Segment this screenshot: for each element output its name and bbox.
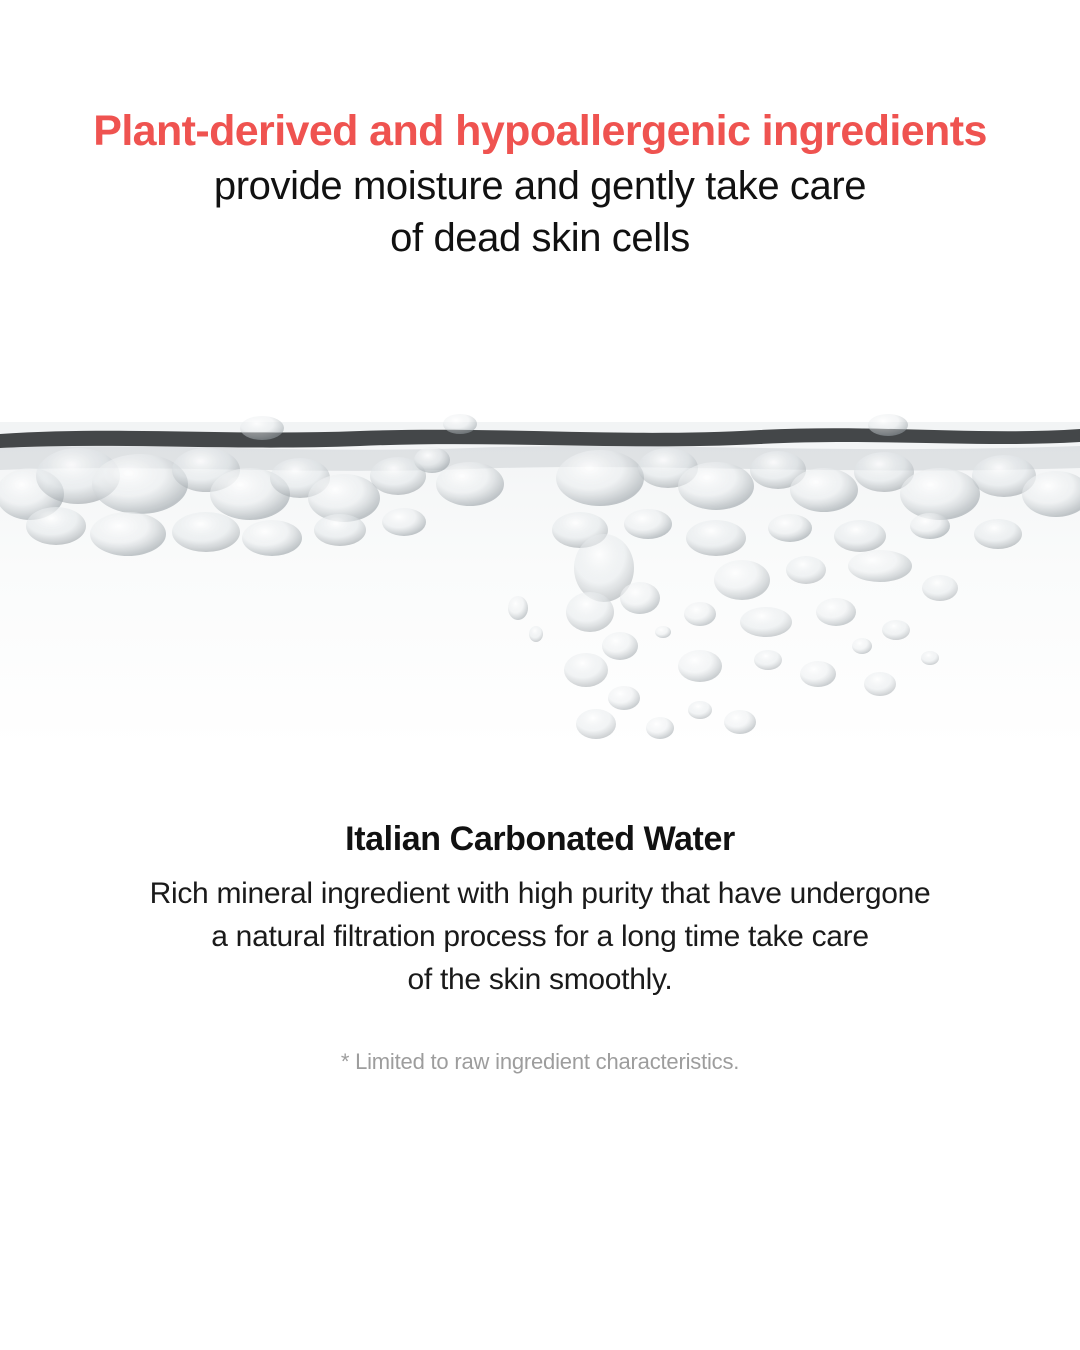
ingredient-description-line-1: Rich mineral ingredient with high purity that have undergone (149, 877, 931, 910)
headline-line-3: of dead skin cells (390, 216, 690, 261)
headline-line-1: Plant-derived and hypoallergenic ingredients (93, 107, 987, 155)
ingredient-block (0, 820, 1080, 1075)
headline-block (0, 104, 1080, 264)
ingredient-description-line-2: a natural filtration process for a long time take care (211, 919, 869, 953)
water-bubbles-illustration (0, 398, 1080, 750)
ingredient-description (0, 873, 1080, 1002)
carbonated-water-image (0, 398, 1080, 750)
ingredient-title: Italian Carbonated Water (345, 820, 735, 858)
ingredient-footnote: * Limited to raw ingredient characteristics. (340, 1048, 740, 1074)
headline-line-2: provide moisture and gently take care (213, 164, 867, 209)
ingredient-description-line-3: of the skin smoothly. (407, 962, 673, 996)
